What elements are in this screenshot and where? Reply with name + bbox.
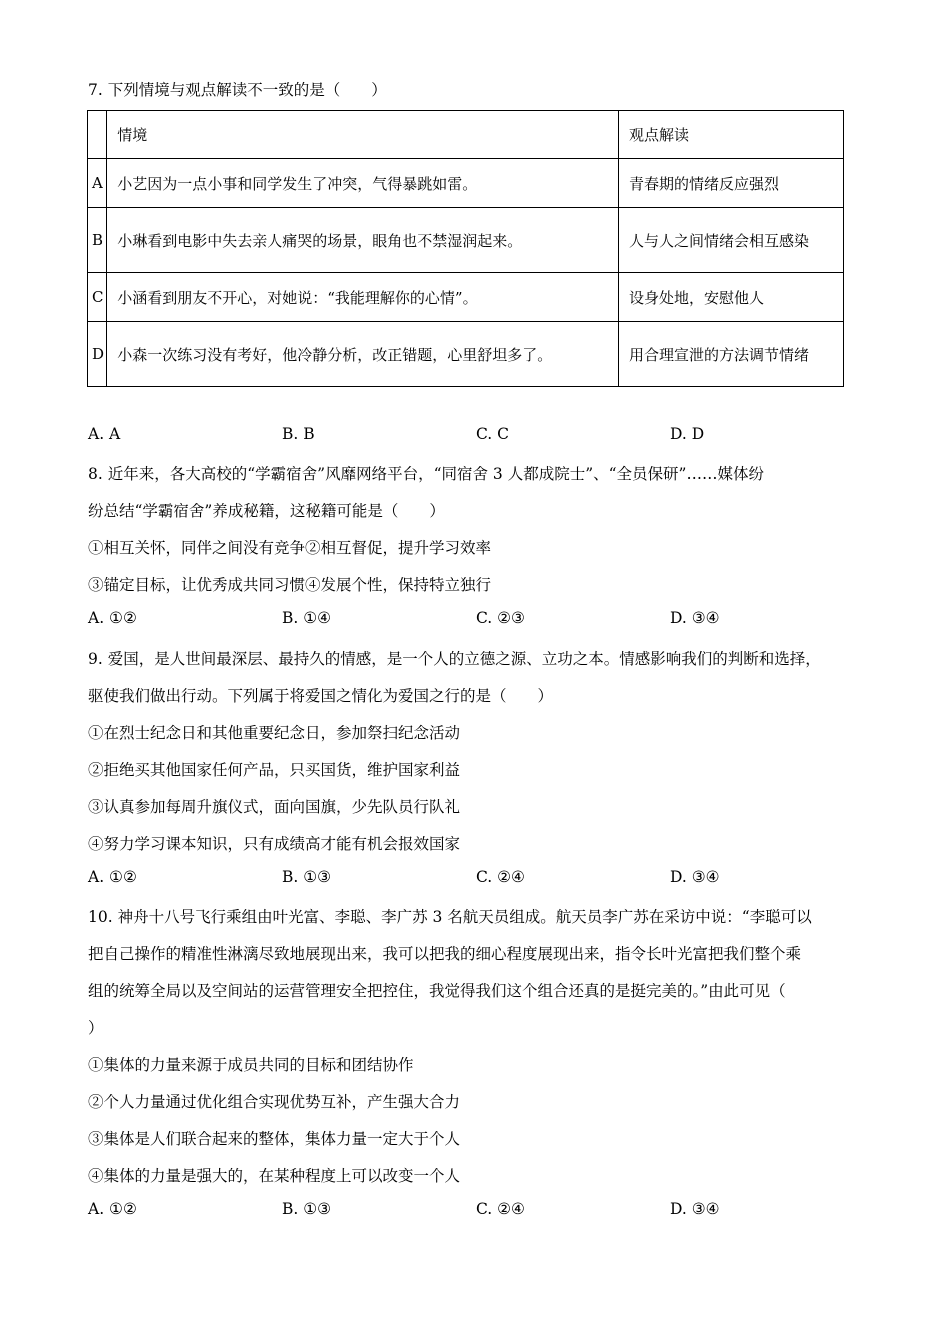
- table-header-interpretation: 观点解读: [619, 111, 844, 159]
- row-interpretation: 设身处地，安慰他人: [619, 273, 844, 322]
- option-a[interactable]: A. ①②: [88, 1200, 137, 1218]
- row-label: D: [88, 322, 107, 387]
- row-situation: 小森一次练习没有考好，他冷静分析，改正错题，心里舒坦多了。: [107, 322, 619, 387]
- row-label: A: [88, 159, 107, 208]
- q10-options: [88, 1200, 868, 1222]
- q10-statement: ④集体的力量是强大的，在某种程度上可以改变一个人: [88, 1167, 461, 1185]
- table-row: [88, 322, 844, 387]
- option-d[interactable]: D. D: [670, 425, 705, 443]
- q8-statement: ①相互关怀，同伴之间没有竞争②相互督促，提升学习效率: [88, 539, 492, 557]
- table-header-label: [88, 111, 107, 159]
- q10-stem-line: ）: [88, 1019, 104, 1037]
- option-c[interactable]: C. ②④: [476, 868, 525, 886]
- row-label: B: [88, 208, 107, 273]
- option-c[interactable]: C. C: [476, 425, 510, 443]
- q8-statement: ③锚定目标，让优秀成共同习惯④发展个性，保持特立独行: [88, 576, 492, 594]
- row-situation: 小涵看到朋友不开心，对她说：“我能理解你的心情”。: [107, 273, 619, 322]
- row-situation: 小琳看到电影中失去亲人痛哭的场景，眼角也不禁湿润起来。: [107, 208, 619, 273]
- q9-statement: ①在烈士纪念日和其他重要纪念日，参加祭扫纪念活动: [88, 724, 461, 742]
- table-row: [88, 159, 844, 208]
- option-b[interactable]: B. ①④: [282, 609, 332, 627]
- row-interpretation: 人与人之间情绪会相互感染: [619, 208, 844, 273]
- q10-stem-line: 组的统筹全局以及空间站的运营管理安全把控住，我觉得我们这个组合还真的是挺完美的。”由此可见（: [88, 982, 786, 1000]
- option-b[interactable]: B. ①③: [282, 1200, 332, 1218]
- q10-statement: ①集体的力量来源于成员共同的目标和团结协作: [88, 1056, 414, 1074]
- option-d[interactable]: D. ③④: [670, 609, 720, 627]
- q8-options: [88, 609, 868, 631]
- option-d[interactable]: D. ③④: [670, 868, 720, 886]
- q9-stem-line: 9. 爱国，是人世间最深层、最持久的情感，是一个人的立德之源、立功之本。情感影响我们的判断和选择，: [88, 650, 821, 668]
- row-interpretation: 用合理宣泄的方法调节情绪: [619, 322, 844, 387]
- q7-stem: 7. 下列情境与观点解读不一致的是（ ）: [88, 81, 387, 99]
- row-situation: 小艺因为一点小事和同学发生了冲突，气得暴跳如雷。: [107, 159, 619, 208]
- q10-stem-line: 把自己操作的精准性淋漓尽致地展现出来，我可以把我的细心程度展现出来，指令长叶光富把我们整个乘: [88, 945, 802, 963]
- option-c[interactable]: C. ②④: [476, 1200, 525, 1218]
- q10-statement: ③集体是人们联合起来的整体，集体力量一定大于个人: [88, 1130, 461, 1148]
- row-label: C: [88, 273, 107, 322]
- option-a[interactable]: A. A: [88, 425, 121, 443]
- q10-statement: ②个人力量通过优化组合实现优势互补，产生强大合力: [88, 1093, 461, 1111]
- q9-statement: ③认真参加每周升旗仪式，面向国旗，少先队员行队礼: [88, 798, 461, 816]
- option-d[interactable]: D. ③④: [670, 1200, 720, 1218]
- q9-statement: ②拒绝买其他国家任何产品，只买国货，维护国家利益: [88, 761, 461, 779]
- q10-stem-line: 10. 神舟十八号飞行乘组由叶光富、李聪、李广苏 3 名航天员组成。航天员李广苏在采访中说：“李聪可以: [88, 908, 812, 926]
- q9-options: [88, 868, 868, 890]
- q7-table: [87, 110, 844, 387]
- q9-stem-line: 驱使我们做出行动。下列属于将爱国之情化为爱国之行的是（ ）: [88, 687, 554, 705]
- table-header-row: [88, 111, 844, 159]
- option-b[interactable]: B. ①③: [282, 868, 332, 886]
- q8-stem-line: 8. 近年来，各大高校的“学霸宿舍”风靡网络平台，“同宿舍 3 人都成院士”、“全员保研”……媒体纷: [88, 465, 764, 483]
- option-a[interactable]: A. ①②: [88, 609, 137, 627]
- option-a[interactable]: A. ①②: [88, 868, 137, 886]
- option-b[interactable]: B. B: [282, 425, 315, 443]
- table-row: [88, 208, 844, 273]
- row-interpretation: 青春期的情绪反应强烈: [619, 159, 844, 208]
- q8-stem-line: 纷总结“学霸宿舍”养成秘籍，这秘籍可能是（ ）: [88, 502, 445, 520]
- table-header-situation: 情境: [107, 111, 619, 159]
- q9-statement: ④努力学习课本知识，只有成绩高才能有机会报效国家: [88, 835, 461, 853]
- table-row: [88, 273, 844, 322]
- option-c[interactable]: C. ②③: [476, 609, 525, 627]
- q7-options: [88, 425, 868, 447]
